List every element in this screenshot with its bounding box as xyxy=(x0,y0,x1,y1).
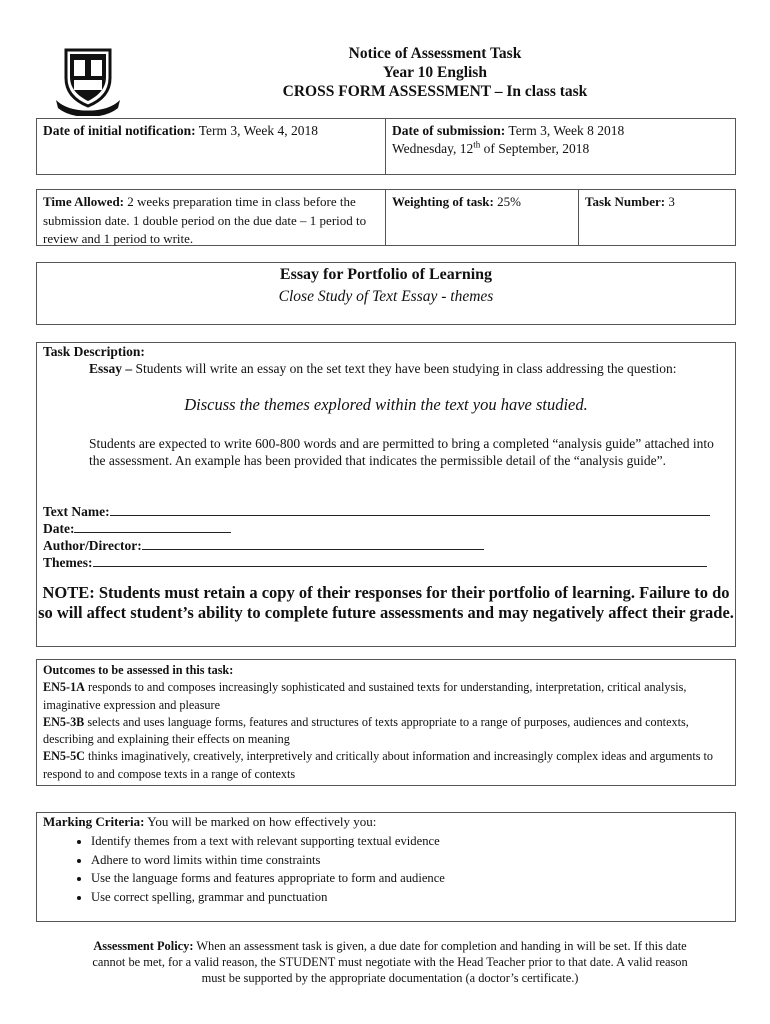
submission-day-post: of September, 2018 xyxy=(480,141,590,156)
expectations-text: Students are expected to write 600-800 words and are permitted to bring a completed “analysis guide” attached into the assessment. An example has been provided that indicates the permissible detail of the “analysis guide”. xyxy=(89,436,714,468)
outcomes-box xyxy=(36,659,736,786)
text-name-label: Text Name: xyxy=(43,504,110,519)
submission-label: Date of submission: xyxy=(392,123,506,138)
task-info-table xyxy=(36,189,736,246)
essay-label: Essay – xyxy=(89,361,133,376)
school-crest-icon xyxy=(52,44,124,116)
task-number-value: 3 xyxy=(668,194,675,209)
marking-item: • Adhere to word limits within time constraints xyxy=(91,851,445,870)
submission-day xyxy=(392,141,589,156)
notification-cell xyxy=(37,119,386,174)
notification-label: Date of initial notification: xyxy=(43,123,196,138)
time-allowed-label: Time Allowed: xyxy=(43,194,125,209)
marking-list xyxy=(61,832,445,907)
policy-label: Assessment Policy: xyxy=(93,939,194,953)
marking-item: • Use the language forms and features appropriate to form and audience xyxy=(91,869,445,888)
date-label: Date: xyxy=(43,521,75,536)
text-name-field[interactable] xyxy=(43,503,710,520)
submission-value: Term 3, Week 8 2018 xyxy=(508,123,625,138)
weighting-cell xyxy=(386,190,579,245)
essay-text: Students will write an essay on the set text they have been studying in class addressing the question: xyxy=(135,361,677,376)
essay-question: Discuss the themes explored within the text you have studied. xyxy=(184,395,588,414)
outcome-code: EN5-1A xyxy=(43,680,85,695)
outcome-code: EN5-5C xyxy=(43,749,85,764)
notification-value: Term 3, Week 4, 2018 xyxy=(198,123,318,138)
marking-item: • Use correct spelling, grammar and punctuation xyxy=(91,888,445,907)
outcome-text: responds to and composes increasingly sophisticated and sustained texts for understanding, interpretation, critical analysis, imaginative expression and pleasure xyxy=(43,680,687,712)
page-title: Notice of Assessment Task xyxy=(348,45,522,62)
page-subtitle: Year 10 English xyxy=(383,64,487,81)
task-type: CROSS FORM ASSESSMENT – In class task xyxy=(282,83,588,100)
time-allowed-value: 2 weeks preparation time in class before the submission date. 1 double period on the due date – 1 period to review and 1 period to write. xyxy=(43,194,367,246)
marking-heading xyxy=(43,814,376,830)
assessment-policy xyxy=(80,938,700,986)
weighting-label: Weighting of task: xyxy=(392,194,494,209)
submission-day-pre: Wednesday, 12 xyxy=(392,141,474,156)
submission-day-sup: th xyxy=(473,139,481,150)
time-allowed-cell xyxy=(37,190,386,245)
policy-text: When an assessment task is given, a due date for completion and handing in will be set. If this date cannot be met, for a valid reason, the STUDENT must negotiate with the Head Teacher prior to that date. A valid reason must be supported by the appropriate documentation (a doctor’s certificate.) xyxy=(92,939,688,985)
outcome-item xyxy=(43,714,733,749)
outcomes-content xyxy=(43,662,733,783)
task-description-label: Task Description: xyxy=(43,344,145,359)
dates-table xyxy=(36,118,736,175)
header xyxy=(200,44,670,101)
outcome-text: selects and uses language forms, features and structures of texts appropriate to a range of purposes, audiences and contexts, describing and explaining their effects on meaning xyxy=(43,714,689,747)
marking-label: Marking Criteria: xyxy=(43,814,145,829)
outcome-item xyxy=(43,748,733,783)
themes-field[interactable] xyxy=(43,554,707,571)
author-label: Author/Director: xyxy=(43,538,142,553)
date-line[interactable] xyxy=(74,520,231,533)
essay-subtitle: Close Study of Text Essay - themes xyxy=(278,288,494,305)
essay-title: Essay for Portfolio of Learning xyxy=(279,266,493,283)
outcomes-label: Outcomes to be assessed in this task: xyxy=(43,663,234,677)
task-description-box xyxy=(36,342,736,647)
outcome-code: EN5-3B xyxy=(43,714,85,729)
date-field[interactable] xyxy=(43,520,231,537)
outcome-item xyxy=(43,679,733,714)
marking-item: • Identify themes from a text with relevant supporting textual evidence xyxy=(91,832,445,851)
outcome-text: thinks imaginatively, creatively, interpretively and critically about information and increasingly complex ideas and arguments to respond to and compose texts in a range of contexts xyxy=(43,749,714,781)
essay-instructions xyxy=(89,360,729,377)
task-number-cell xyxy=(579,190,735,245)
themes-label: Themes: xyxy=(43,555,93,570)
author-field[interactable] xyxy=(43,537,484,554)
weighting-value: 25% xyxy=(497,194,521,209)
text-name-line[interactable] xyxy=(110,503,710,516)
task-number-label: Task Number: xyxy=(585,194,666,209)
author-line[interactable] xyxy=(142,537,484,550)
essay-title-box xyxy=(36,262,736,325)
themes-line[interactable] xyxy=(93,554,707,567)
submission-cell xyxy=(386,119,735,174)
marking-intro: You will be marked on how effectively you: xyxy=(147,814,377,829)
portfolio-note: NOTE: Students must retain a copy of their responses for their portfolio of learning. Failure to do so will affect student’s ability to complete future assessments and may negatively affect their grade. xyxy=(38,583,734,622)
marking-criteria-box xyxy=(36,812,736,922)
